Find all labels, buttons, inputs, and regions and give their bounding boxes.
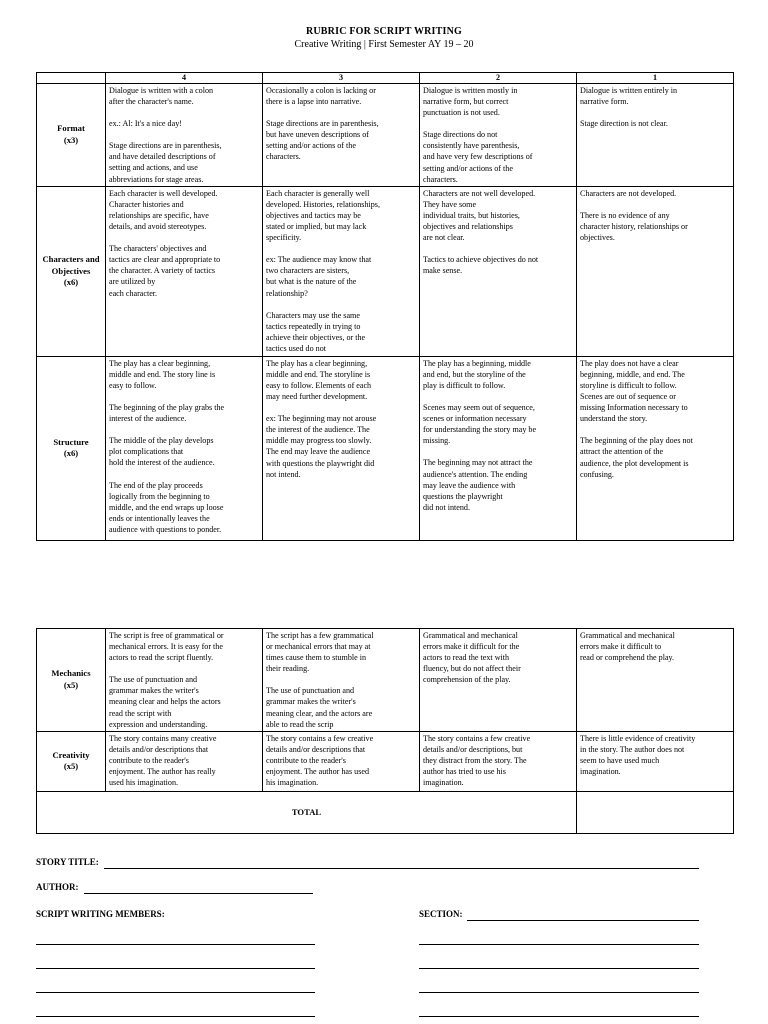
rubric-table-top [36,72,734,541]
member-line-3[interactable] [36,992,315,993]
rubric-row-structure [37,356,734,540]
total-row [37,791,734,833]
cell-characters-2: Characters are not well developed. They have some individual traits, but histories, objectives and relationships are not clear. Tactics to achieve objectives do not make sense. [420,186,577,356]
criterion-creativity: Creativity (x5) [37,731,106,791]
rubric-row-mechanics [37,629,734,732]
criterion-header [37,73,106,84]
score-header-row [37,73,734,84]
cell-structure-1: The play does not have a clear beginning, middle, and end. The storyline is difficult to follow. Scenes are out of sequence or missing Information necessary to understand the story. The beginning of the play does not attract the attention of the audience, the plot development is confusing. [577,356,734,540]
cell-structure-4: The play has a clear beginning, middle and end. The story line is easy to follow. The beginning of the play grabs the interest of the audience. The middle of the play develops plot complications that hold the interest of the audience. The end of the play proceeds logically from the beginning to middle, and the end wraps up loose ends or intentionally leaves the audience with questions to ponder. [106,356,263,540]
rubric-table-bottom [36,628,734,834]
cell-format-2: Dialogue is written mostly in narrative form, but correct punctuation is not used. Stage directions do not consistently have parenthesis, and have very few descriptions of setting and/or actions of the characters. [420,84,577,187]
cell-mechanics-4: The script is free of grammatical or mechanical errors. It is easy for the actors to read the script fluently. The use of punctuation and grammar makes the writer's meaning clear and helps the actors read the script with expression and understanding. [106,629,263,732]
score-header-3: 3 [263,73,420,84]
member-line-2[interactable] [36,968,315,969]
criterion-structure: Structure (x6) [37,356,106,540]
cell-format-1: Dialogue is written entirely in narrative form. Stage direction is not clear. [577,84,734,187]
total-score-cell[interactable] [577,791,734,833]
member-line-1[interactable] [36,944,315,945]
cell-structure-3: The play has a clear beginning, middle and end. The storyline is easy to follow. Elements of each may need further development. ex: The beginning may not arouse the interest of the audience. The middle may progress too slowly. The end may leave the audience with questions the playwright did not intend. [263,356,420,540]
criterion-format: Format (x3) [37,84,106,187]
cell-creativity-1: There is little evidence of creativity in the story. The author does not seem to have used much imagination. [577,731,734,791]
section-label: SECTION: [419,909,463,919]
cell-characters-4: Each character is well developed. Character histories and relationships are specific, have details, and avoid stereotypes. The characters' objectives and tactics are clear and appropriate to the character. A variety of tactics are utilized by each character. [106,186,263,356]
cell-mechanics-1: Grammatical and mechanical errors make it difficult to read or comprehend the play. [577,629,734,732]
section-member-line-2[interactable] [419,968,699,969]
total-label: TOTAL [37,791,577,833]
cell-creativity-4: The story contains many creative details and/or descriptions that contribute to the reader's enjoyment. The author has really used his imagination. [106,731,263,791]
cell-mechanics-3: The script has a few grammatical or mechanical errors that may at times cause them to stumble in their reading. The use of punctuation and grammar makes the writer's meaning clear, and the actors are able to read the scrip [263,629,420,732]
score-header-4: 4 [106,73,263,84]
cell-creativity-3: The story contains a few creative details and/or descriptions that contribute to the reader's enjoyment. The author has used his imagination. [263,731,420,791]
cell-mechanics-2: Grammatical and mechanical errors make it difficult for the actors to read the text with fluency, but do not affect their comprehension of the play. [420,629,577,732]
rubric-row-characters [37,186,734,356]
section-member-line-4[interactable] [419,1016,699,1017]
cell-creativity-2: The story contains a few creative details and/or descriptions, but they distract from the story. The author has tried to use his imagination. [420,731,577,791]
cell-characters-1: Characters are not developed. There is no evidence of any character history, relationships or objectives. [577,186,734,356]
cell-format-4: Dialogue is written with a colon after the character's name. ex.: Al: It's a nice day! Stage directions are in parenthesis, and have detailed descriptions of setting and actions, and use abbreviations for stage areas. [106,84,263,187]
rubric-row-creativity [37,731,734,791]
score-header-2: 2 [420,73,577,84]
members-label: SCRIPT WRITING MEMBERS: [36,909,165,919]
document-subtitle: Creative Writing | First Semester AY 19 – 20 [294,39,474,50]
section-member-line-1[interactable] [419,944,699,945]
author-label: AUTHOR: [36,882,79,892]
criterion-mechanics: Mechanics (x5) [37,629,106,732]
cell-structure-2: The play has a beginning, middle and end, but the storyline of the play is difficult to follow. Scenes may seem out of sequence, scenes or information necessary for understanding the story may be missing. The beginning may not attract the audience's attention. The ending may leave the audience with questions the playwright did not intend. [420,356,577,540]
cell-characters-3: Each character is generally well developed. Histories, relationships, objectives and tactics may be stated or implied, but may lack specificity. ex: The audience may know that two characters are sisters, but what is the nature of the relationship? Characters may use the same tactics repeatedly in trying to achieve their objectives, or the tactics used do not [263,186,420,356]
cell-format-3: Occasionally a colon is lacking or there is a lapse into narrative. Stage directions are in parenthesis, but have uneven descriptions of setting and/or actions of the characters. [263,84,420,187]
document-title: RUBRIC FOR SCRIPT WRITING [305,26,463,37]
section-member-line-3[interactable] [419,992,699,993]
score-header-1: 1 [577,73,734,84]
story-title-line[interactable] [104,868,699,869]
story-title-label: STORY TITLE: [36,857,99,867]
criterion-characters: Characters and Objectives (x6) [37,186,106,356]
member-line-4[interactable] [36,1016,315,1017]
rubric-row-format [37,84,734,187]
author-line[interactable] [84,893,313,894]
section-line[interactable] [467,920,699,921]
